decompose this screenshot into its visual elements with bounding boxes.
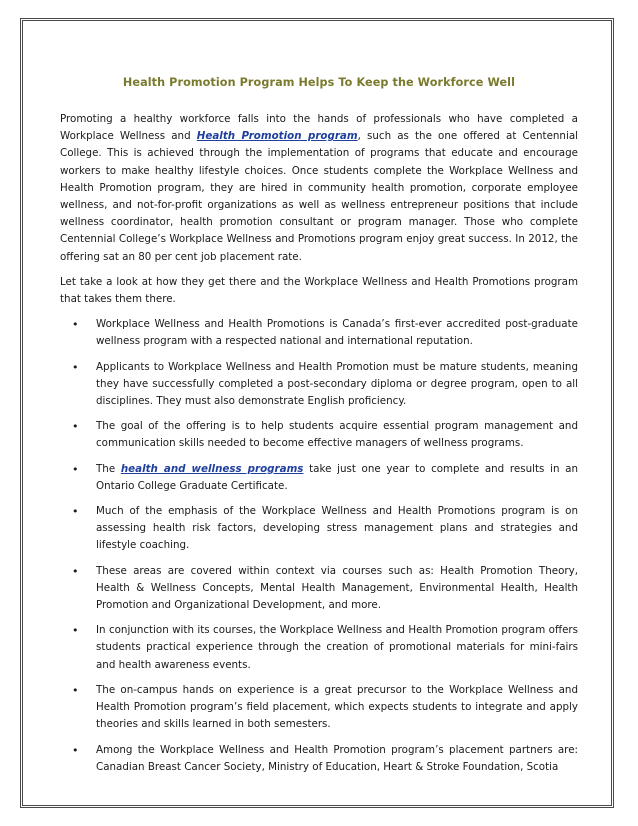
list-item-text: Applicants to Workplace Wellness and Health Promotion must be mature students, meaning they have successfully completed a post-secondary diploma or degree program, open to all disciplines. They must also demonstrate English proficiency. [96,360,578,408]
list-item [60,682,578,734]
health-wellness-programs-link[interactable]: health and wellness programs [120,462,304,475]
document-title: Health Promotion Program Helps To Keep the Workforce Well [122,76,516,89]
list-item-text: The on-campus hands on experience is a great precursor to the Workplace Wellness and Health Promotion program’s field placement, which expects students to integrate and apply theories and skills learned in both semesters. [96,683,578,731]
list-item-text: These areas are covered within context via courses such as: Health Promotion Theory, Health & Wellness Concepts, Mental Health Management, Environmental Health, Health Promotion and Organizational Development, and more. [96,564,578,612]
list-item-text: In conjunction with its courses, the Workplace Wellness and Health Promotion program offers students practical experience through the creation of promotional materials for mini-fairs and health awareness events. [96,624,578,671]
program-facts-list [60,316,578,776]
document-body [60,76,578,784]
bullet-icon: • [72,462,79,476]
list-item [60,316,578,350]
bullet-icon: • [72,360,79,374]
list-item-text: Among the Workplace Wellness and Health Promotion program’s placement partners are: Canadian Breast Cancer Society, Ministry of Education, Heart & Stroke Foundation, Scotia [96,743,578,773]
bullet-icon: • [72,318,79,332]
list-item [60,563,578,615]
list-item [60,418,578,452]
list-item [60,622,578,674]
intro-text-start: Promoting a healthy workforce falls into the hands of professionals who have completed a Workplace Wellness and [60,113,578,143]
list-item-text: The goal of the offering is to help students acquire essential program management and communication skills needed to become effective managers of wellness programs. [96,420,578,450]
bullet-icon: • [72,420,79,434]
list-item [60,359,578,411]
intro-text-rest: , such as the one offered at Centennial College. This is achieved through the implementation of programs that educate and encourage workers to make healthy lifestyle choices. Once students complete the Workplace Wellness and Health Promotion program, they are hired in community health promotion, corporate employee wellness, and not-for-profit organizations as well as wellness entrepreneur positions that include wellness coordinator, health promotion consultant or program manager. Those who complete Centennial College’s Workplace Wellness and Promotions program enjoy great success. In 2012, the offering sat an 80 per cent job placement rate. [60,130,578,263]
list-item [60,503,578,555]
bullet-icon: • [72,743,79,757]
list-item-text-rest: take just one year to complete and results in an Ontario College Graduate Certificate. [96,462,578,492]
bullet-icon: • [72,683,79,697]
list-item-text: Workplace Wellness and Health Promotions is Canada’s first-ever accredited post-graduate wellness program with a respected national and international reputation. [96,318,578,348]
list-item [60,742,578,776]
list-item [60,461,578,495]
bullet-icon: • [72,505,79,519]
health-promotion-program-link[interactable]: Health Promotion program [196,130,358,143]
list-item-text-start: The [96,462,121,475]
bullet-icon: • [72,564,79,578]
bullet-icon: • [72,624,79,638]
intro-paragraph [60,111,578,266]
list-item-text: Much of the emphasis of the Workplace Wellness and Health Promotions program is on assessing health risk factors, developing stress management plans and strategies and lifestyle coaching. [96,505,578,552]
lead-paragraph: Let take a look at how they get there and the Workplace Wellness and Health Promotions program that takes them there. [60,275,578,306]
